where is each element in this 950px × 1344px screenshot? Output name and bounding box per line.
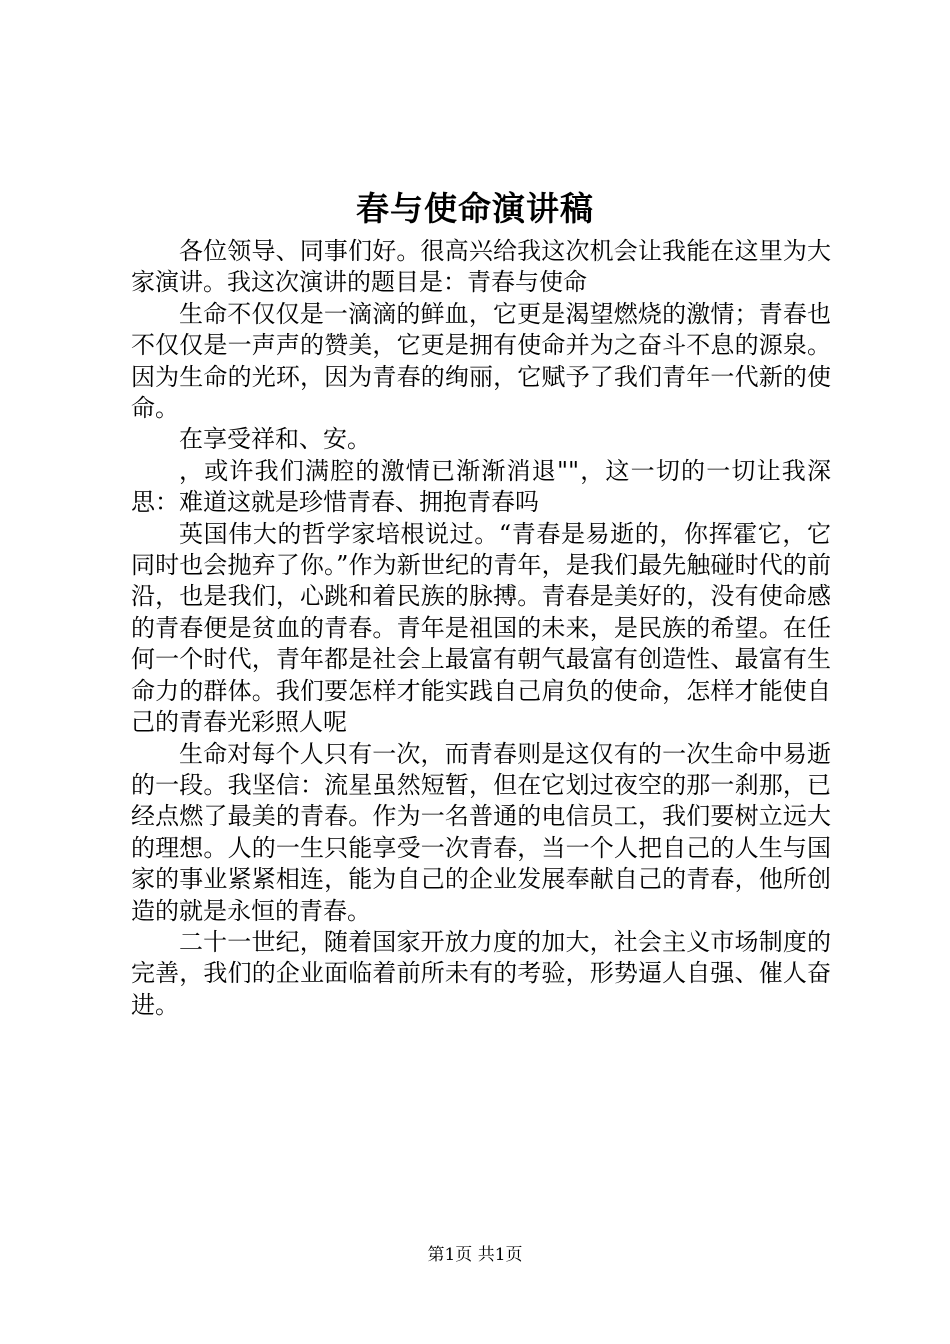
paragraph-once-in-life: 生命对每个人只有一次，而青春则是这仅有的一次生命中易逝的一段。我坚信：流星虽然短暂，但在它划过夜空的那一刹那，已经点燃了最美的青春。作为一名普通的电信员工，我们要树立远大的理想。人的一生只能享受一次青春，当一个人把自己的人生与国家的事业紧紧相连，能为自己的企业发展奉献自己的青春，他所创造的就是永恒的青春。 [131,739,831,925]
paragraph-life-and-youth: 生命不仅仅是一滴滴的鲜血，它更是渴望燃烧的激情；青春也不仅仅是一声声的赞美，它更是拥有使命并为之奋斗不息的源泉。因为生命的光环，因为青春的绚丽，它赋予了我们青年一代新的使命。 [131,299,831,423]
paragraph-greeting: 各位领导、同事们好。很高兴给我这次机会让我能在这里为大家演讲。我这次演讲的题目是：青春与使命 [131,237,831,297]
paragraph-twenty-first-century: 二十一世纪，随着国家开放力度的加大，社会主义市场制度的完善，我们的企业面临着前所未有的考验，形势逼人自强、催人奋进。 [131,927,831,1019]
paragraph-enjoying-peace: 在享受祥和、安。 [179,425,371,454]
document-body [131,236,831,1021]
paragraph-reflection: ，或许我们满腔的激情已渐渐消退""，这一切的一切让我深思：难道这就是珍惜青春、拥抱青春吗 [131,456,831,517]
paragraph-bacon-quote: 英国伟大的哲学家培根说过。“青春是易逝的，你挥霍它，它同时也会抛弃了你。”作为新世纪的青年，是我们最先触碰时代的前沿，也是我们，心跳和着民族的脉搏。青春是美好的，没有使命感的青春便是贫血的青春。青年是祖国的未来，是民族的希望。在任何一个时代，青年都是社会上最富有朝气最富有创造性、最富有生命力的群体。我们要怎样才能实践自己肩负的使命，怎样才能使自己的青春光彩照人呢 [131,519,831,737]
page-footer: 第1页 共1页 [427,1245,523,1265]
document-title: 春与使命演讲稿 [356,189,594,228]
